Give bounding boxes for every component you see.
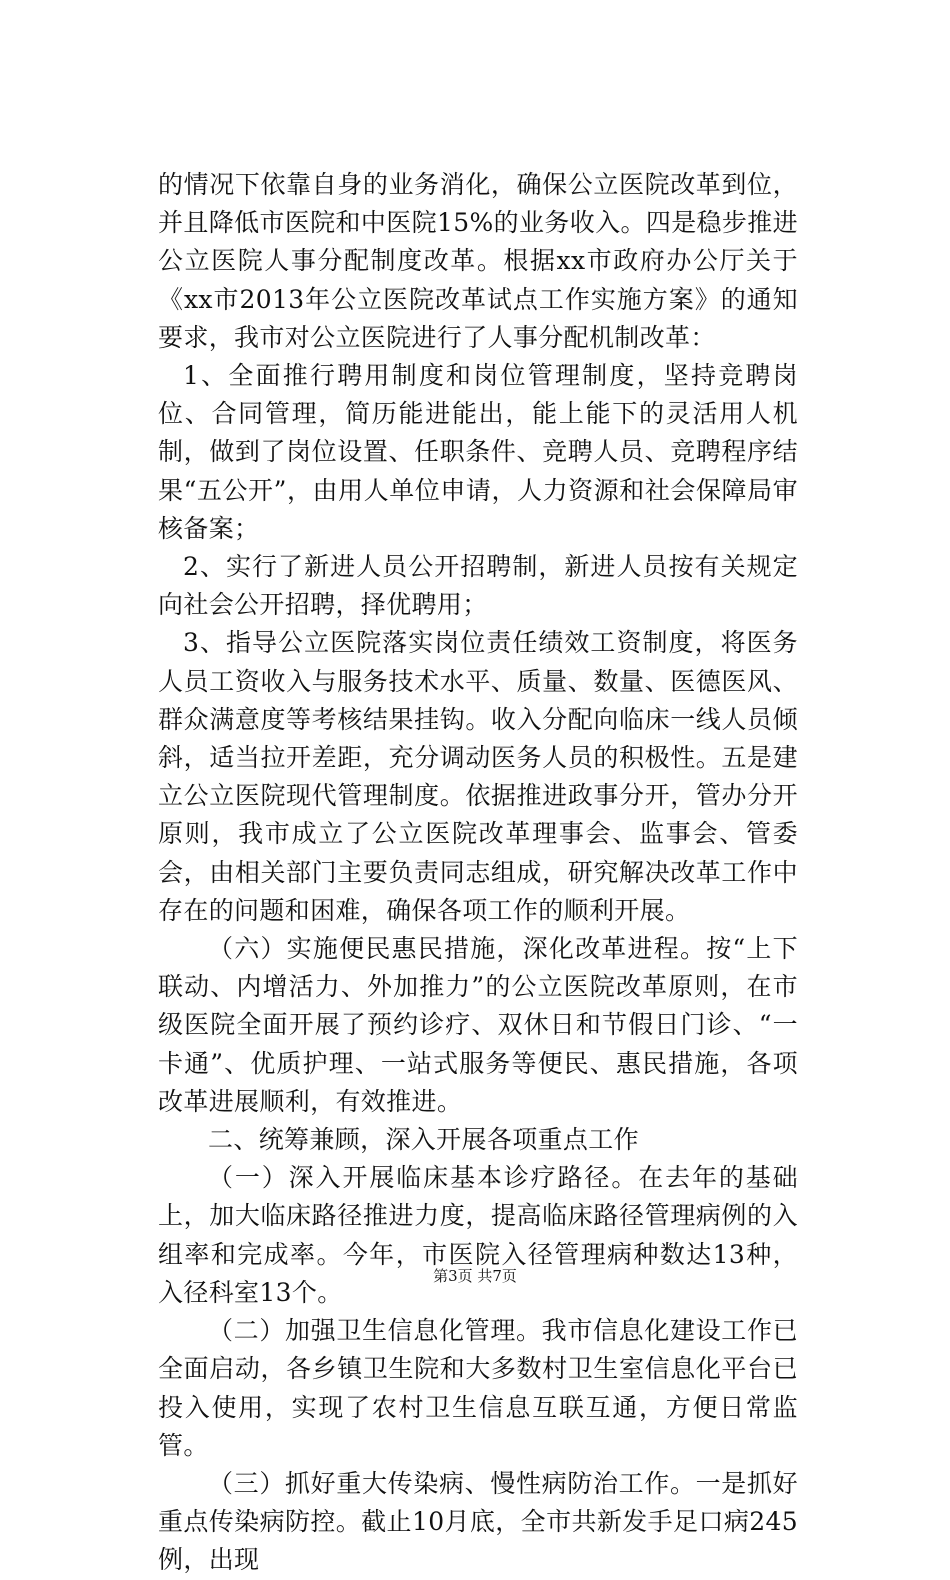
document-body [158, 166, 798, 1580]
paragraph-item-1: 1、全面推行聘用制度和岗位管理制度，坚持竞聘岗位、合同管理，简历能进能出，能上能下的灵活用人机制，做到了岗位设置、任职条件、竞聘人员、竞聘程序结果“五公开”，由用人单位申请，人力资源和社会保障局审核备案； [158, 361, 798, 543]
paragraph-subsection-2: （二）加强卫生信息化管理。我市信息化建设工作已全面启动，各乡镇卫生院和大多数村卫生室信息化平台已投入使用，实现了农村卫生信息互联互通，方便日常监管。 [158, 1316, 798, 1460]
paragraph-item-2: 2、实行了新进人员公开招聘制，新进人员按有关规定向社会公开招聘，择优聘用； [158, 552, 798, 620]
paragraph-subsection-3: （三）抓好重大传染病、慢性病防治工作。一是抓好重点传染病防控。截止10月底，全市共新发手足口病245例，出现 [158, 1468, 798, 1575]
section-heading-2: 二、统筹兼顾，深入开展各项重点工作 [208, 1125, 639, 1155]
paragraph-continuation: 的情况下依靠自身的业务消化，确保公立医院改革到位，并且降低市医院和中医院15%的业务收入。四是稳步推进公立医院人事分配制度改革。根据xx市政府办公厅关于《xx市2013年公立医院改革试点工作实施方案》的通知要求，我市对公立医院进行了人事分配机制改革： [158, 170, 798, 352]
paragraph-item-3: 3、指导公立医院落实岗位责任绩效工资制度，将医务人员工资收入与服务技术水平、质量、数量、医德医风、群众满意度等考核结果挂钩。收入分配向临床一线人员倾斜，适当拉开差距，充分调动医务人员的积极性。五是建立公立医院现代管理制度。依据推进政事分开，管办分开原则，我市成立了公立医院改革理事会、监事会、管委会，由相关部门主要负责同志组成，研究解决改革工作中存在的问题和困难，确保各项工作的顺利开展。 [158, 628, 798, 925]
paragraph-subsection-1: （一）深入开展临床基本诊疗路径。在去年的基础上，加大临床路径推进力度，提高临床路径管理病例的入组率和完成率。今年，市医院入径管理病种数达13种，入径科室13个。 [158, 1163, 798, 1307]
page-number-footer: 第3页 共7页 [433, 1267, 517, 1285]
paragraph-section-6: （六）实施便民惠民措施，深化改革进程。按“上下联动、内增活力、外加推力”的公立医院改革原则，在市级医院全面开展了预约诊疗、双休日和节假日门诊、“一卡通”、优质护理、一站式服务等便民、惠民措施，各项改革进展顺利，有效推进。 [158, 934, 798, 1116]
